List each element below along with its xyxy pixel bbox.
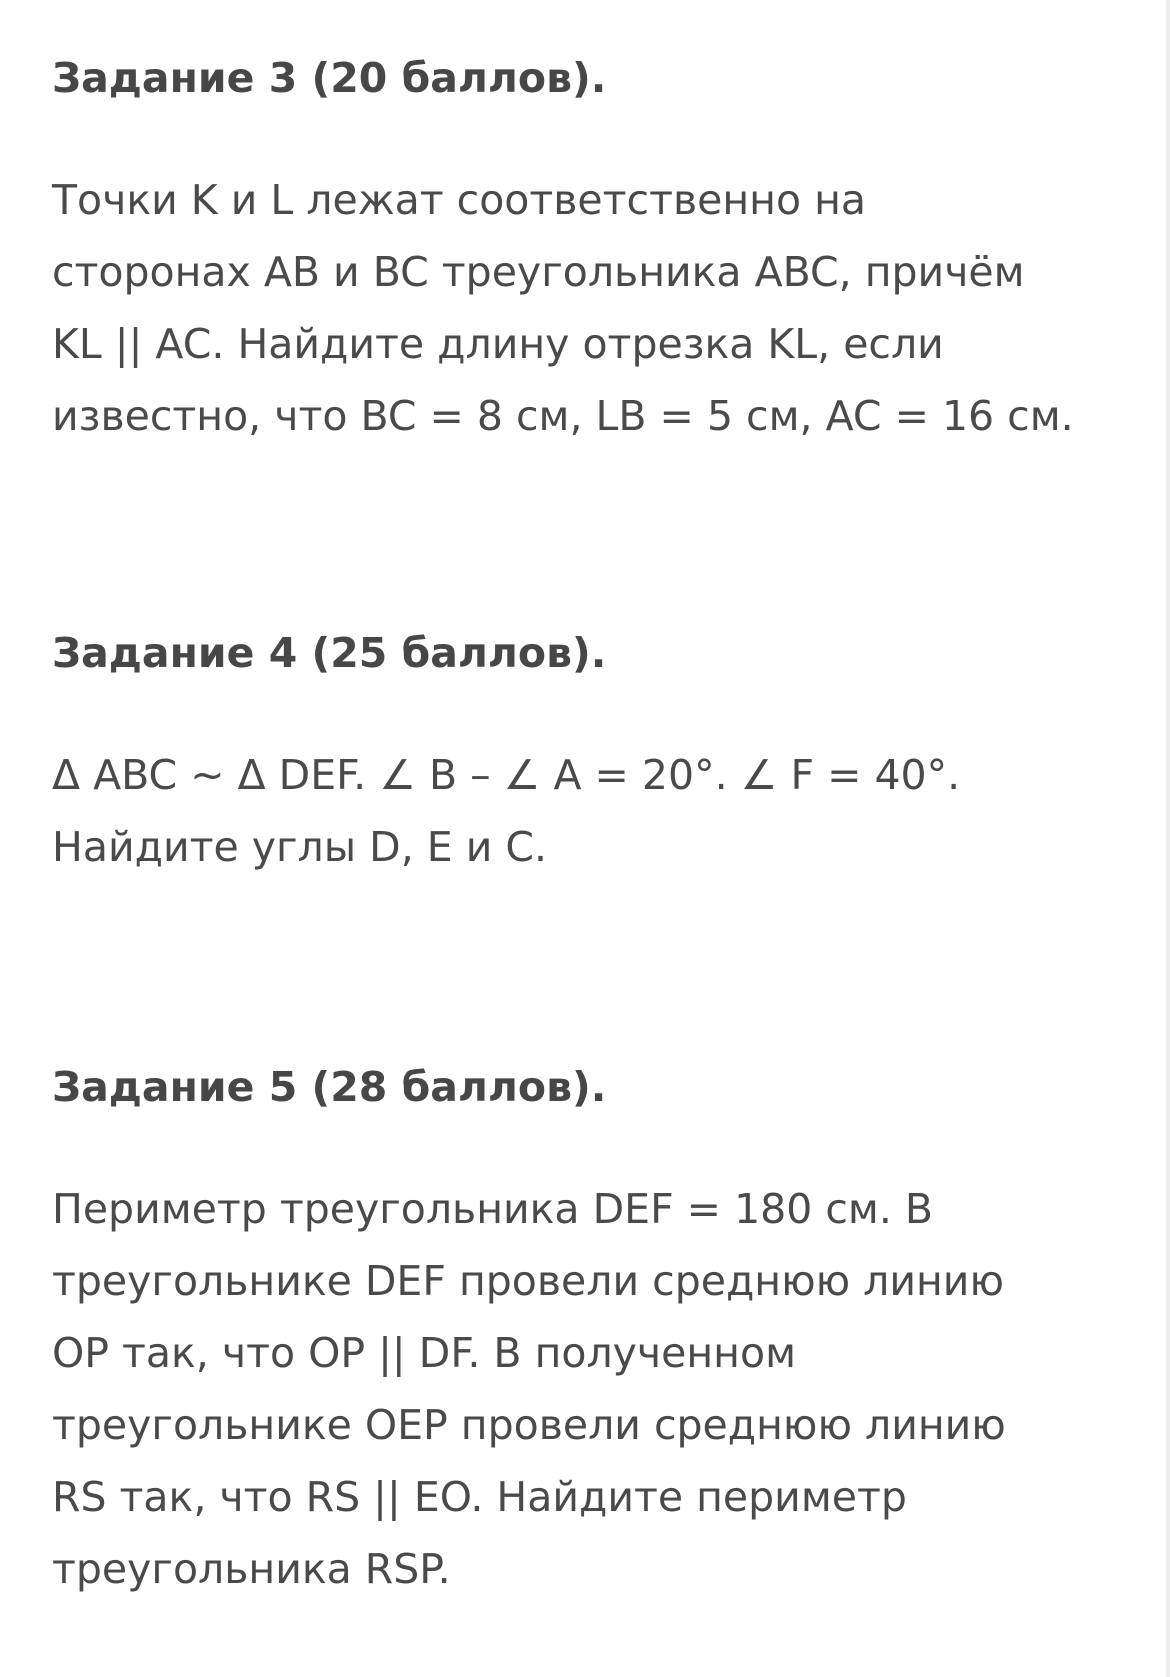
task-3-text	[52, 164, 1132, 452]
task-3	[52, 48, 1132, 452]
task-3-title: Задание 3 (20 баллов).	[52, 54, 607, 102]
task-4-text	[52, 739, 1132, 883]
task-4-line: Δ ABC ~ Δ DEF. ∠ B – ∠ A = 20°. ∠ F = 40°.	[52, 751, 961, 799]
task-4	[52, 623, 1132, 883]
task-3-line: Точки K и L лежат соответственно на	[52, 176, 867, 224]
task-5-title: Задание 5 (28 баллов).	[52, 1063, 607, 1111]
task-3-line: KL || AC. Найдите длину отрезка KL, если	[52, 320, 944, 368]
task-5-line: треугольнике DEF провели среднюю линию	[52, 1257, 1004, 1305]
task-5	[52, 1057, 1132, 1605]
task-5-text	[52, 1173, 1132, 1605]
task-4-title: Задание 4 (25 баллов).	[52, 629, 607, 677]
task-5-line: OP так, что OP || DF. В полученном	[52, 1329, 797, 1377]
task-5-line: треугольника RSP.	[52, 1545, 451, 1593]
task-5-line: RS так, что RS || EO. Найдите периметр	[52, 1473, 907, 1521]
task-3-line: сторонах AB и BC треугольника ABC, причём	[52, 248, 1025, 296]
task-4-line: Найдите углы D, E и C.	[52, 823, 548, 871]
task-5-line: Периметр треугольника DEF = 180 см. В	[52, 1185, 934, 1233]
task-3-line: известно, что BC = 8 см, LB = 5 см, AC = 16 см.	[52, 392, 1074, 440]
task-5-line: треугольнике OEP провели среднюю линию	[52, 1401, 1006, 1449]
